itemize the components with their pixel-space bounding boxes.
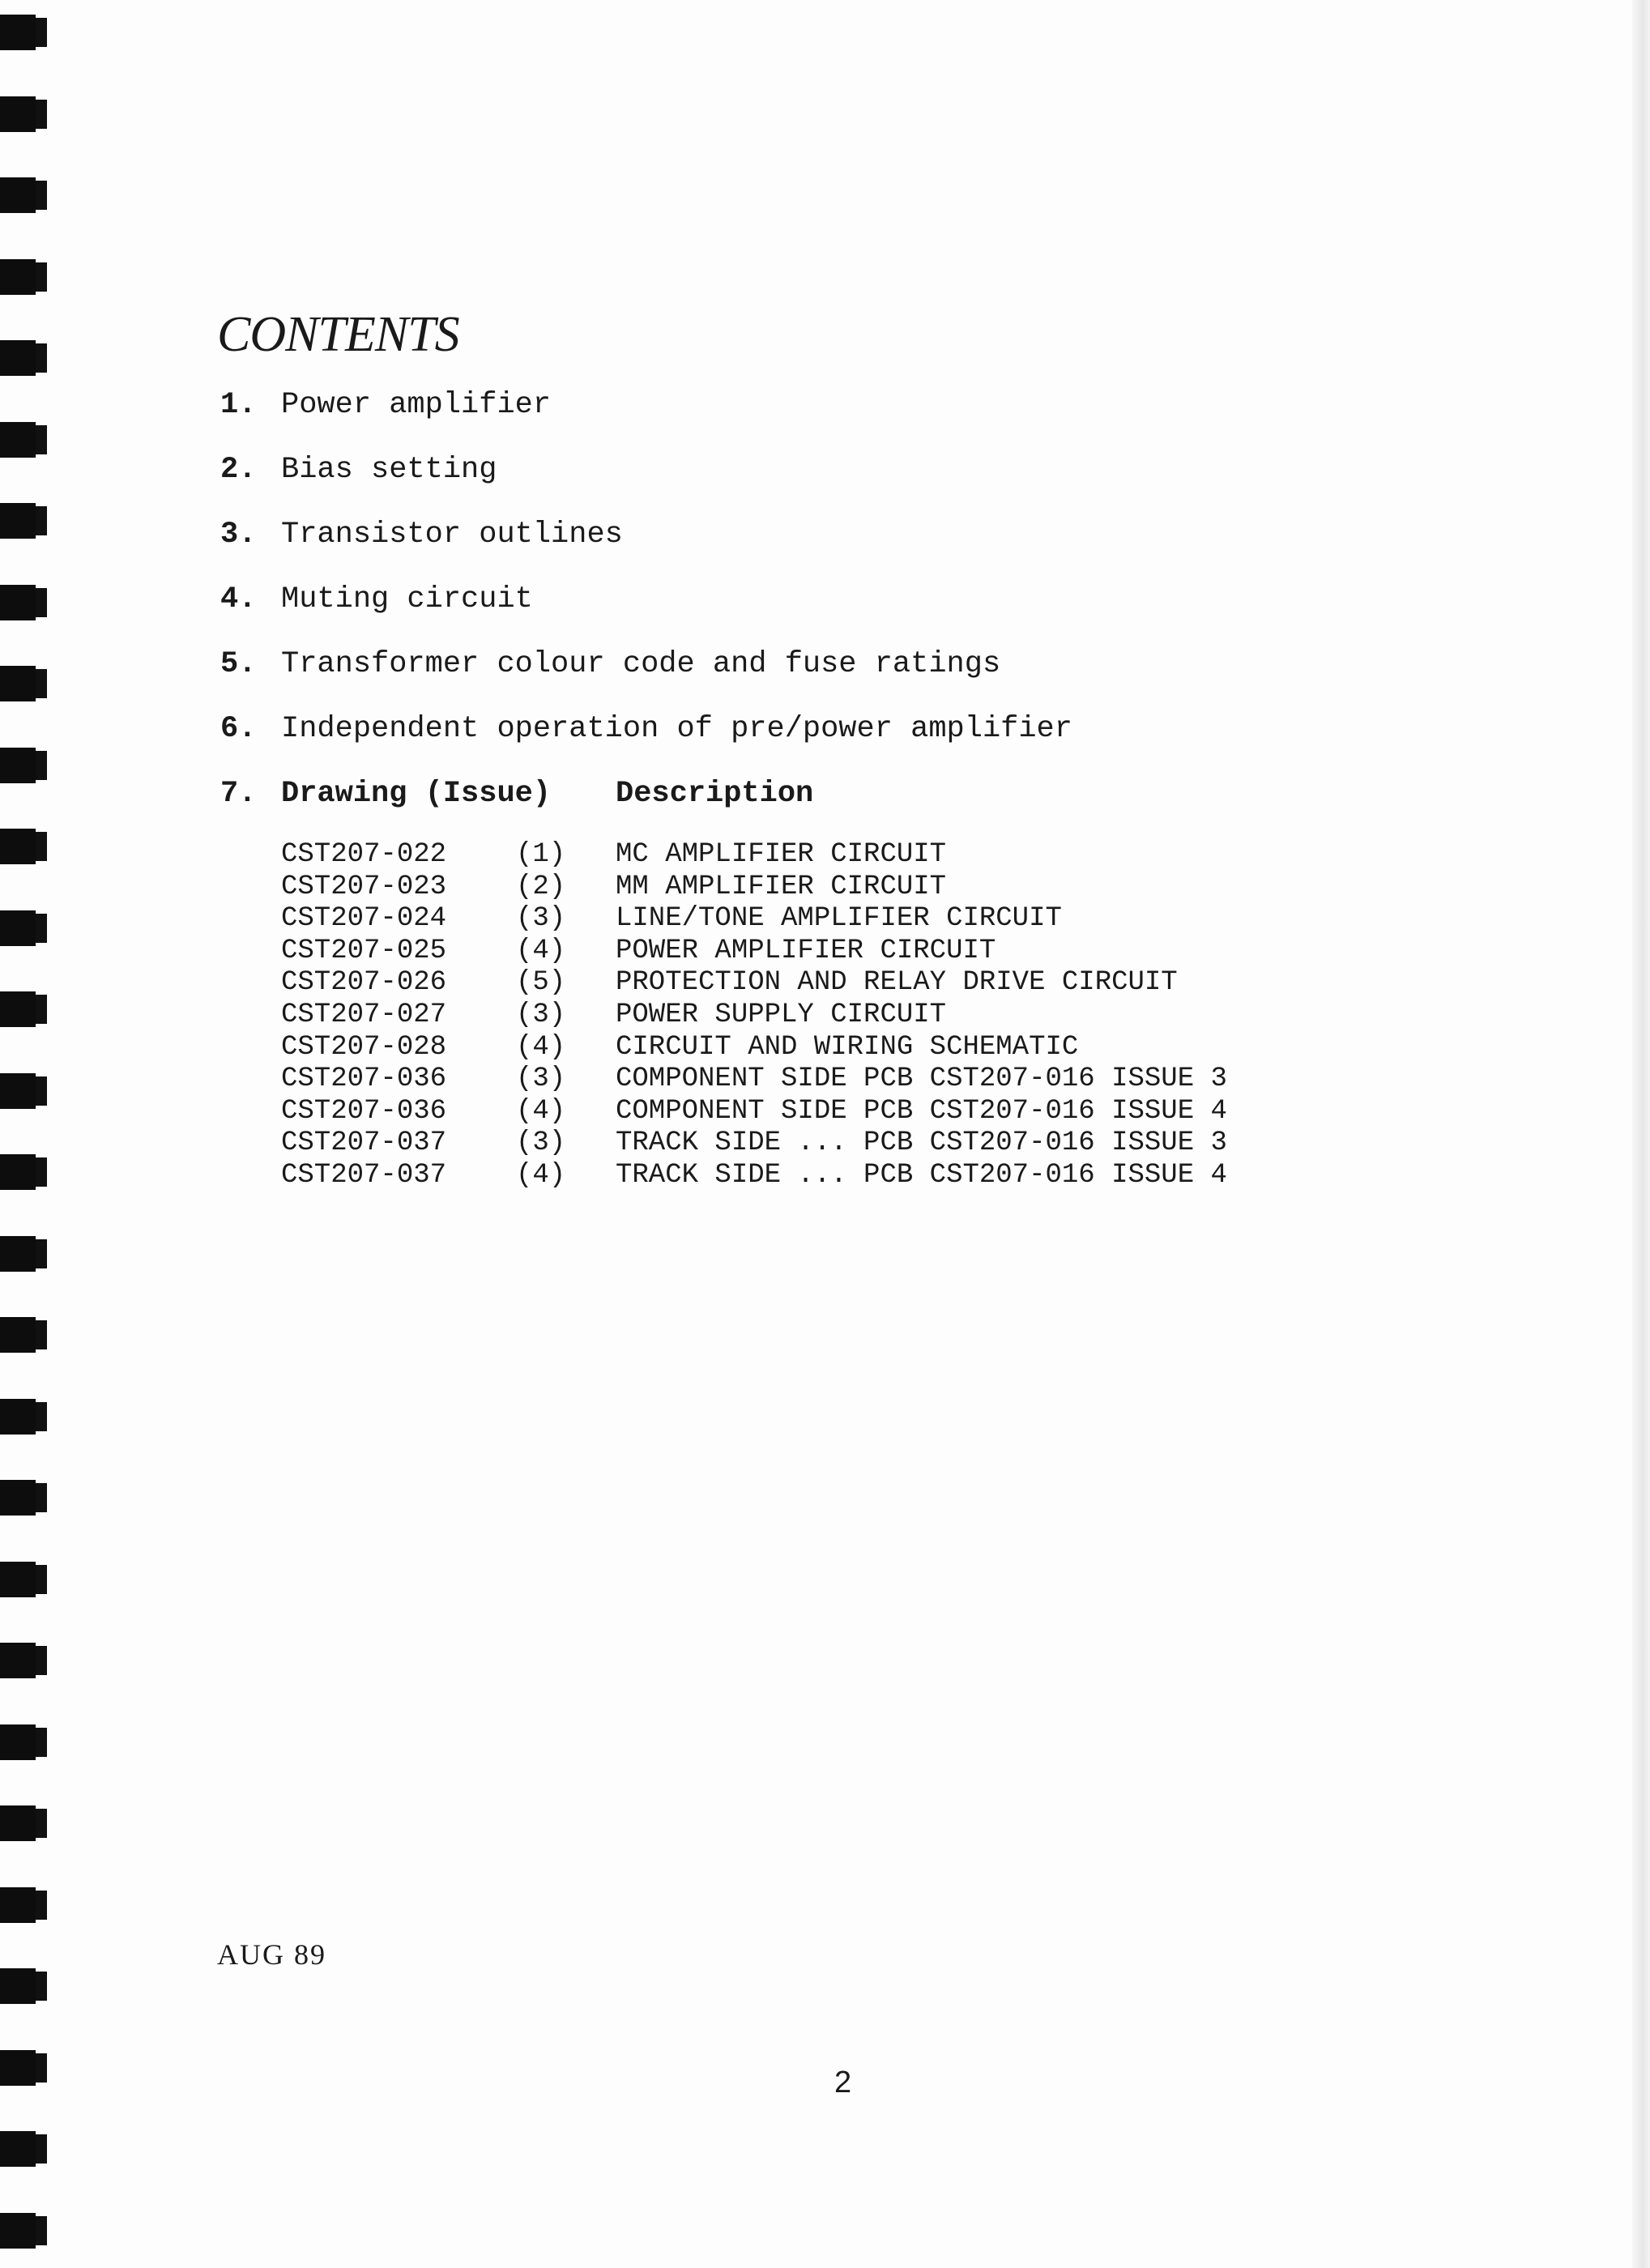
drawing-issue: (3) — [516, 903, 566, 935]
binding-hole — [0, 1154, 36, 1190]
toc-item-label: Transistor outlines — [281, 518, 623, 552]
binding-hole — [0, 1236, 36, 1272]
drawing-code: CST207-025 — [281, 935, 447, 966]
binding-hole — [0, 2131, 36, 2167]
drawing-description: CIRCUIT AND WIRING SCHEMATIC — [616, 1031, 1079, 1063]
drawings-table-header — [220, 770, 813, 818]
binding-hole — [0, 1480, 36, 1516]
issue-date: AUG 89 — [217, 1938, 326, 1971]
binding-hole — [0, 177, 36, 213]
binding-hole — [0, 2050, 36, 2086]
binding-hole — [0, 340, 36, 376]
toc-item — [220, 575, 1072, 640]
page-edge-shadow — [1632, 0, 1650, 2268]
drawing-issue: (5) — [516, 967, 566, 999]
binding-hole — [0, 422, 36, 458]
toc-item-label: Muting circuit — [281, 582, 533, 616]
toc-item-number: 1. — [220, 388, 257, 422]
spiral-binding — [0, 0, 49, 2268]
drawing-row — [281, 1000, 1227, 1032]
drawing-row — [281, 872, 1227, 904]
drawing-issue: (4) — [516, 1095, 566, 1127]
drawing-row — [281, 903, 1227, 936]
drawing-description: TRACK SIDE ... PCB CST207-016 ISSUE 4 — [616, 1159, 1227, 1191]
binding-hole — [0, 666, 36, 701]
toc-item-number: 3. — [220, 518, 257, 552]
binding-hole — [0, 1724, 36, 1760]
toc-item-label: Bias setting — [281, 453, 497, 487]
contents-list — [220, 381, 1072, 770]
drawing-issue: (4) — [516, 1159, 566, 1191]
drawing-issue: (2) — [516, 871, 566, 902]
drawing-code: CST207-028 — [281, 1031, 447, 1063]
binding-hole — [0, 1399, 36, 1435]
drawing-code: CST207-036 — [281, 1064, 447, 1095]
drawing-row — [281, 1096, 1227, 1128]
drawing-issue: (3) — [516, 999, 566, 1030]
toc-item-label: Independent operation of pre/power amplifier — [281, 712, 1072, 746]
toc-item-label: Power amplifier — [281, 388, 552, 422]
toc-item-number: 7. — [220, 777, 257, 811]
toc-item — [220, 640, 1072, 705]
binding-hole — [0, 1887, 36, 1923]
drawing-description: MM AMPLIFIER CIRCUIT — [616, 871, 947, 902]
binding-hole — [0, 1562, 36, 1597]
drawing-code: CST207-037 — [281, 1128, 447, 1159]
drawing-description: PROTECTION AND RELAY DRIVE CIRCUIT — [616, 967, 1178, 999]
toc-item-number: 2. — [220, 453, 257, 487]
drawing-issue-heading: Drawing (Issue) — [281, 777, 552, 811]
drawing-code: CST207-022 — [281, 839, 447, 870]
contents-title: CONTENTS — [217, 307, 459, 362]
drawing-issue: (3) — [516, 1064, 566, 1095]
drawing-row — [281, 839, 1227, 872]
drawing-code: CST207-036 — [281, 1095, 447, 1127]
drawing-description: COMPONENT SIDE PCB CST207-016 ISSUE 4 — [616, 1095, 1227, 1127]
drawing-issue: (4) — [516, 935, 566, 966]
drawing-code: CST207-037 — [281, 1159, 447, 1191]
toc-item — [220, 705, 1072, 770]
drawing-description: MC AMPLIFIER CIRCUIT — [616, 839, 947, 870]
toc-item-number: 4. — [220, 582, 257, 616]
binding-hole — [0, 829, 36, 864]
binding-hole — [0, 503, 36, 539]
drawing-issue: (3) — [516, 1128, 566, 1159]
drawing-issue: (1) — [516, 839, 566, 870]
drawing-code: CST207-024 — [281, 903, 447, 935]
toc-item-number: 6. — [220, 712, 257, 746]
binding-hole — [0, 1968, 36, 2004]
drawing-row — [281, 1032, 1227, 1064]
drawing-row — [281, 1160, 1227, 1192]
binding-hole — [0, 585, 36, 620]
toc-item-label: Transformer colour code and fuse ratings — [281, 647, 1001, 681]
drawing-code: CST207-023 — [281, 871, 447, 902]
drawing-description: LINE/TONE AMPLIFIER CIRCUIT — [616, 903, 1062, 935]
toc-item-number: 5. — [220, 647, 257, 681]
page-number: 2 — [834, 2066, 852, 2100]
drawing-row — [281, 1128, 1227, 1160]
drawing-description: POWER AMPLIFIER CIRCUIT — [616, 935, 996, 966]
binding-hole — [0, 2213, 36, 2249]
drawing-row — [281, 936, 1227, 968]
drawing-code: CST207-027 — [281, 999, 447, 1030]
drawing-code: CST207-026 — [281, 967, 447, 999]
binding-hole — [0, 1805, 36, 1841]
drawings-table — [281, 839, 1227, 1192]
binding-hole — [0, 259, 36, 295]
description-heading: Description — [616, 777, 814, 811]
binding-hole — [0, 991, 36, 1027]
binding-hole — [0, 910, 36, 946]
drawing-issue: (4) — [516, 1031, 566, 1063]
binding-hole — [0, 15, 36, 50]
drawing-description: COMPONENT SIDE PCB CST207-016 ISSUE 3 — [616, 1064, 1227, 1095]
binding-hole — [0, 1643, 36, 1678]
drawing-description: POWER SUPPLY CIRCUIT — [616, 999, 947, 1030]
drawing-row — [281, 1064, 1227, 1096]
drawing-description: TRACK SIDE ... PCB CST207-016 ISSUE 3 — [616, 1128, 1227, 1159]
binding-hole — [0, 1317, 36, 1353]
toc-item — [220, 446, 1072, 510]
binding-hole — [0, 748, 36, 783]
toc-item — [220, 381, 1072, 446]
binding-hole — [0, 1073, 36, 1109]
toc-item — [220, 510, 1072, 575]
binding-hole — [0, 96, 36, 132]
drawing-row — [281, 967, 1227, 1000]
